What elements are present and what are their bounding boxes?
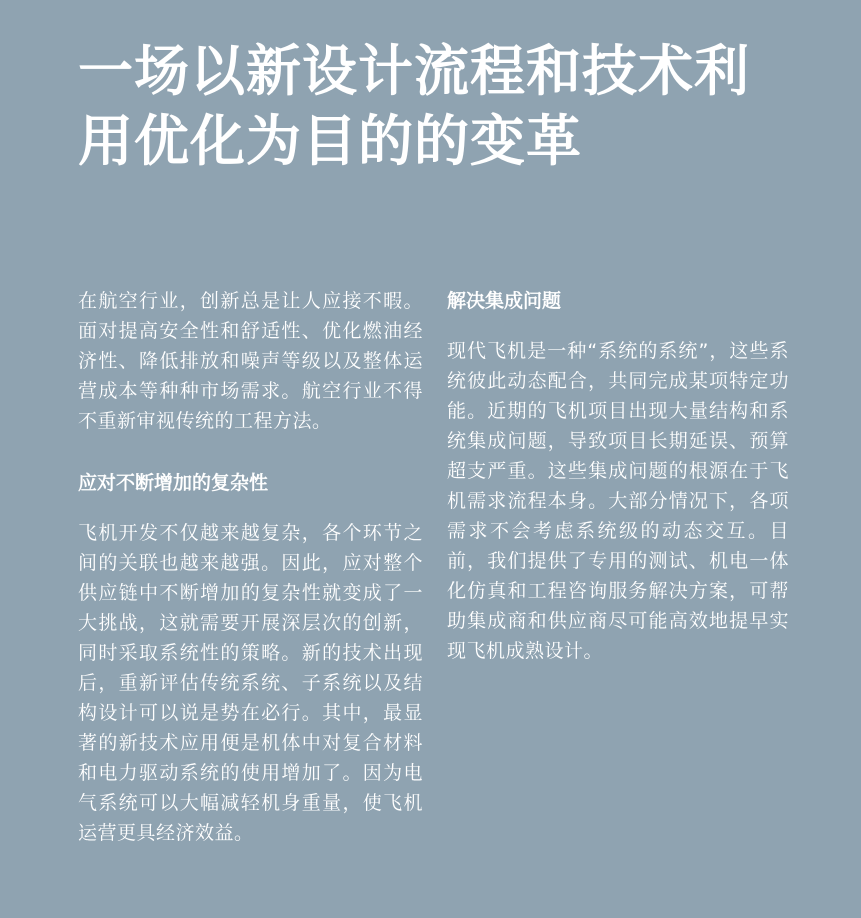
section-heading-complexity: 应对不断增加的复杂性 bbox=[78, 472, 269, 494]
intro-paragraph: 在航空行业，创新总是让人应接不暇。面对提高安全性和舒适性、优化燃油经济性、降低排放和噪声等级以及整体运营成本等种种市场需求。航空行业不得不重新审视传统的工程方法。 bbox=[78, 290, 423, 432]
spacer bbox=[78, 436, 423, 468]
spacer bbox=[447, 316, 789, 336]
left-column bbox=[78, 286, 423, 848]
integration-paragraph: 现代飞机是一种“系统的系统”，这些系统彼此动态配合，共同完成某项特定功能。近期的飞机项目出现大量结构和系统集成问题，导致项目长期延误、预算超支严重。这些集成问题的根源在于飞机需求流程本身。大部分情况下，各项需求不会考虑系统级的动态交互。目前，我们提供了专用的测试、机电一体化仿真和工程咨询服务解决方案，可帮助集成商和供应商尽可能高效地提早实现飞机成熟设计。 bbox=[447, 340, 789, 662]
page-title: 一场以新设计流程和技术利用优化为目的的变革 bbox=[78, 39, 751, 173]
right-column bbox=[447, 286, 789, 666]
spacer bbox=[78, 498, 423, 518]
section-heading-integration: 解决集成问题 bbox=[447, 290, 562, 312]
complexity-paragraph: 飞机开发不仅越来越复杂，各个环节之间的关联也越来越强。因此，应对整个供应链中不断增加的复杂性就变成了一大挑战，这就需要开展深层次的创新，同时采取系统性的策略。新的技术出现后，重新评估传统系统、子系统以及结构设计可以说是势在必行。其中，最显著的新技术应用便是机体中对复合材料和电力驱动系统的使用增加了。因为电气系统可以大幅减轻机身重量，使飞机运营更具经济效益。 bbox=[78, 522, 423, 844]
